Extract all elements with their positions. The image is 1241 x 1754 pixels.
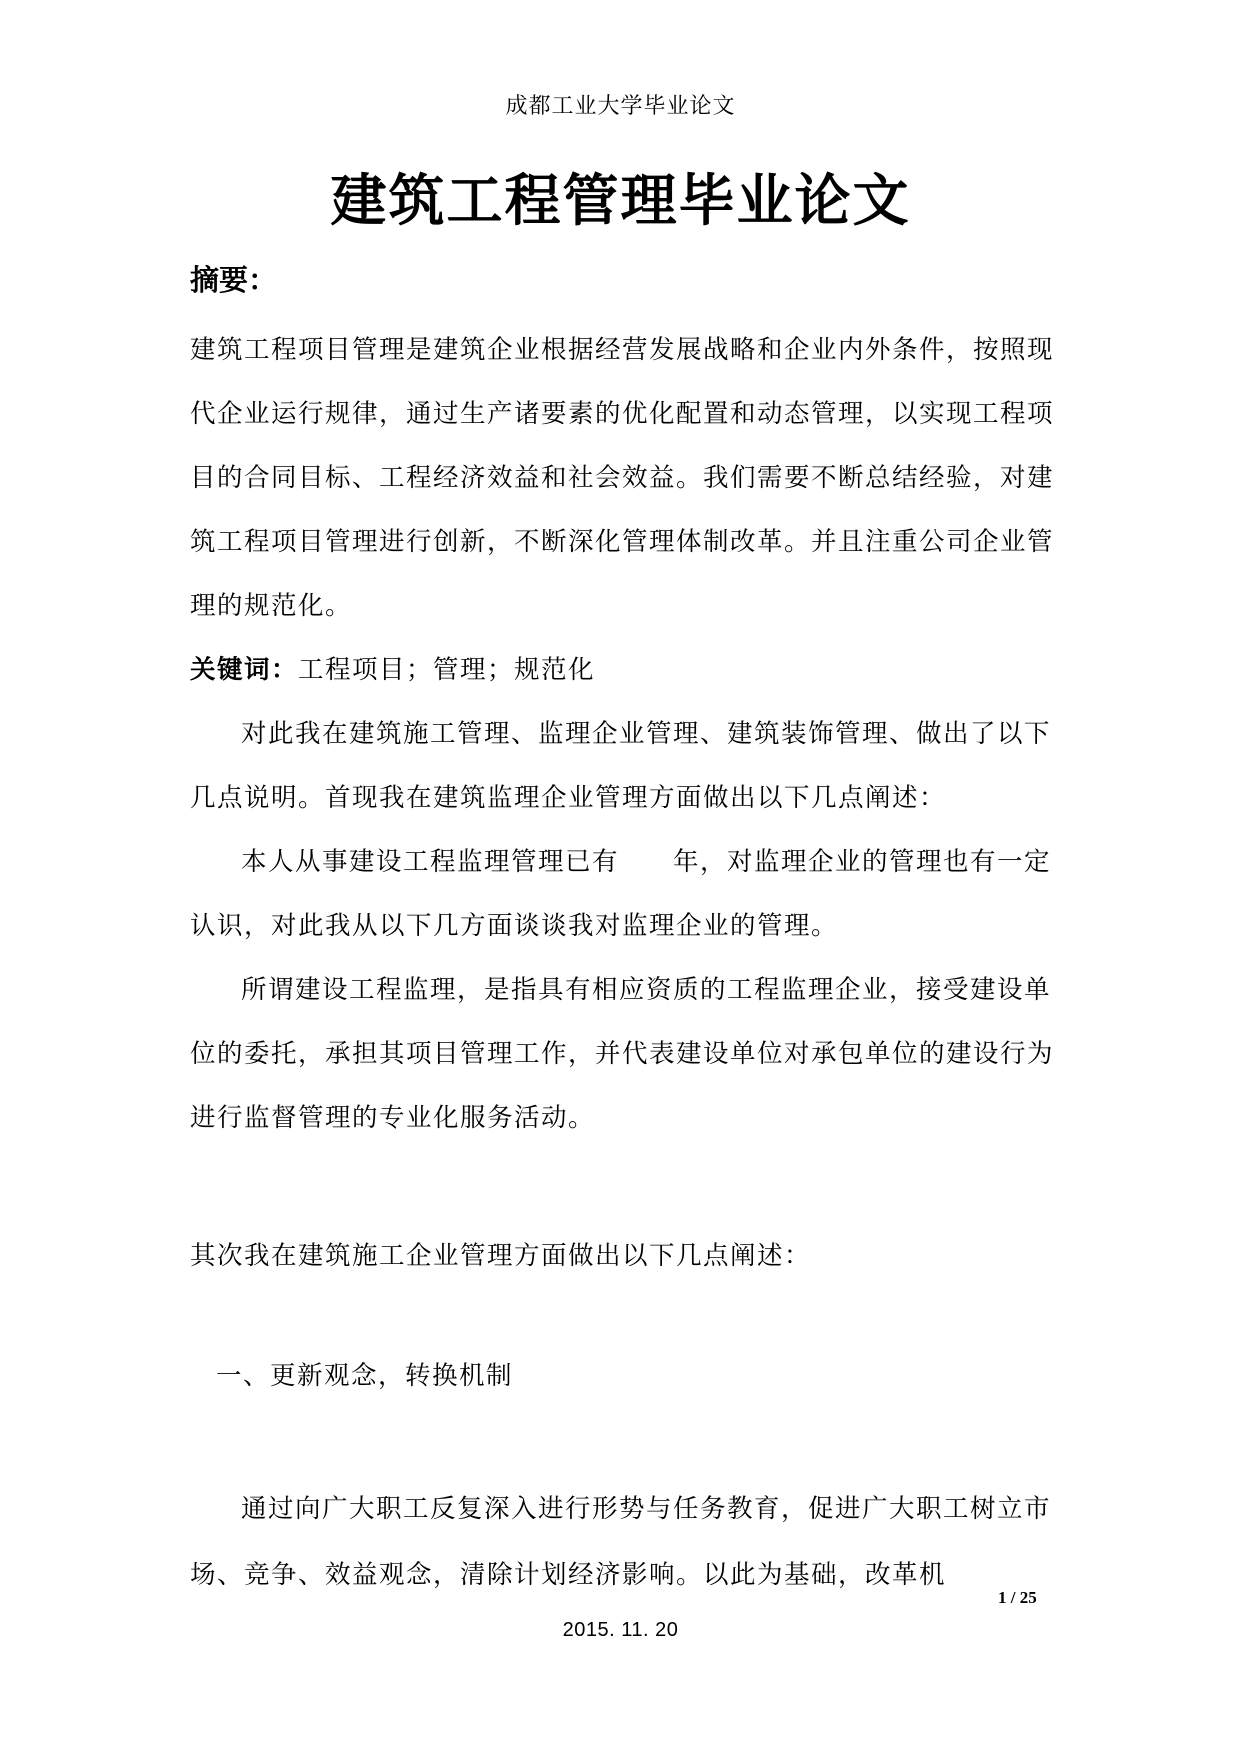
paragraph: 其次我在建筑施工企业管理方面做出以下几点阐述： — [190, 1241, 812, 1271]
footer-date: 2015. 11. 20 — [562, 1619, 679, 1641]
body-paragraph-last — [190, 1476, 1060, 1608]
abstract-label: 摘要： — [190, 263, 278, 297]
page-number: 1 / 25 — [998, 1588, 1037, 1607]
page-header: 成都工业大学毕业论文 — [505, 94, 736, 119]
abstract-text: 建筑工程项目管理是建筑企业根据经营发展战略和企业内外条件，按照现代企业运行规律，通过生产诸要素的优化配置和动态管理，以实现工程项目的合同目标、工程经济效益和社会效益。我们需要不断总结经验，对建筑工程项目管理进行创新，不断深化管理体制改革。并且注重公司企业管理的规范化。 — [190, 335, 1055, 621]
body-paragraphs — [190, 702, 1060, 1150]
abstract-body — [190, 318, 1060, 638]
section-heading: 一、更新观念，转换机制 — [216, 1361, 514, 1391]
keywords-text: 工程项目；管理；规范化 — [298, 655, 596, 685]
keywords-line — [190, 638, 1060, 702]
keywords-label: 关键词： — [190, 655, 299, 685]
paragraph: 本人从事建设工程监理管理已有 年，对监理企业的管理也有一定认识，对此我从以下几方面谈谈我对监理企业的管理。 — [190, 847, 1052, 941]
paragraph: 对此我在建筑施工管理、监理企业管理、建筑装饰管理、做出了以下几点说明。首现我在建筑监理企业管理方面做出以下几点阐述： — [190, 719, 1052, 813]
paragraph: 所谓建设工程监理，是指具有相应资质的工程监理企业，接受建设单位的委托，承担其项目管理工作，并代表建设单位对承包单位的建设行为进行监督管理的专业化服务活动。 — [190, 975, 1055, 1133]
document-title: 建筑工程管理毕业论文 — [330, 169, 911, 234]
paragraph: 通过向广大职工反复深入进行形势与任务教育，促进广大职工树立市场、竞争、效益观念，清除计划经济影响。以此为基础，改革机 — [190, 1494, 1052, 1590]
next-section-intro — [190, 1224, 1060, 1288]
